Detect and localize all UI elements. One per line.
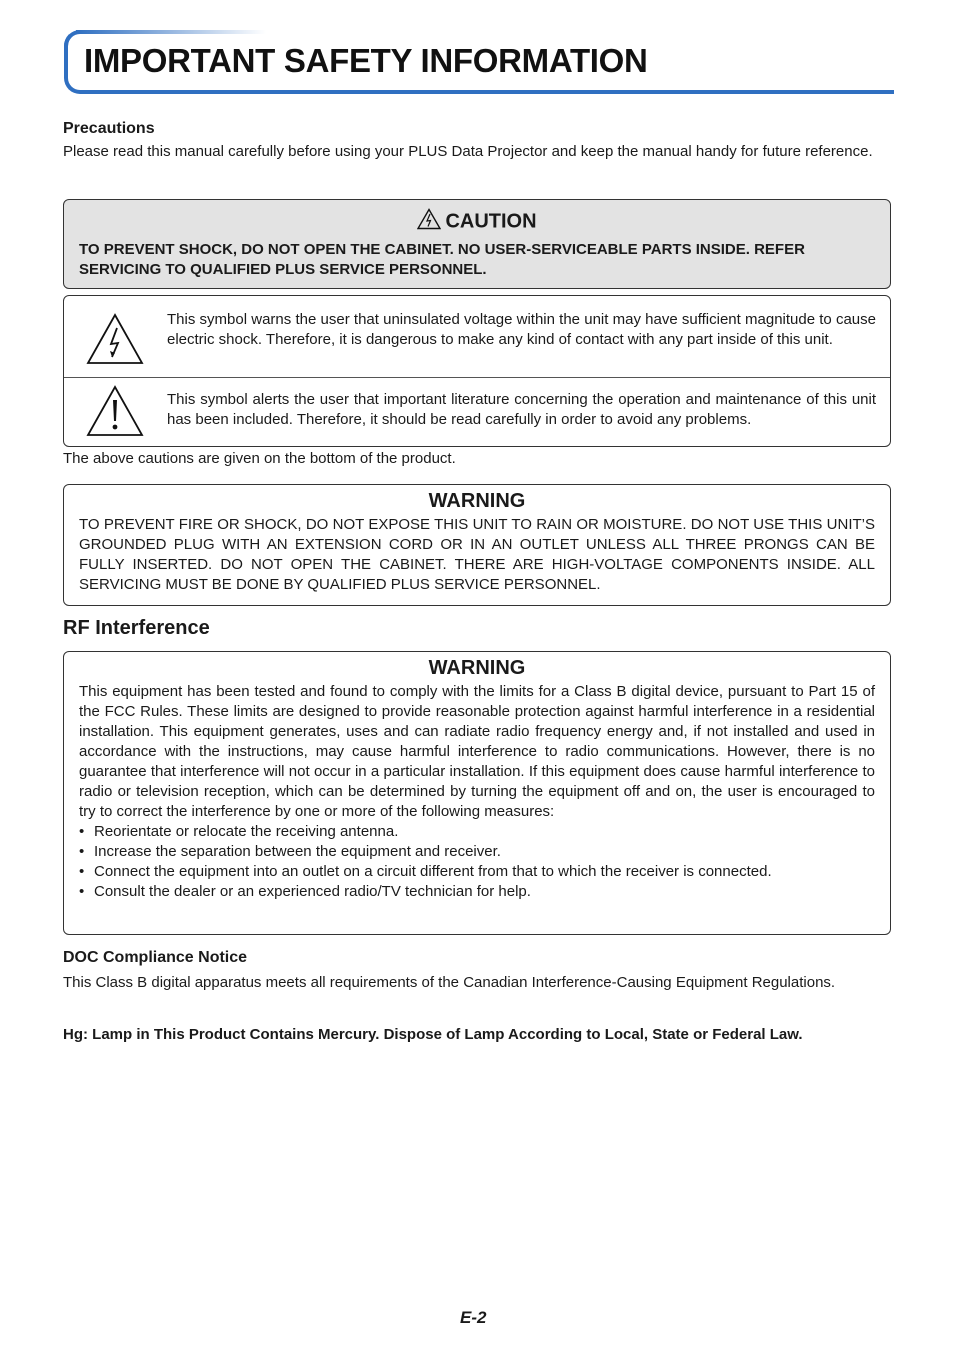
precautions-heading: Precautions bbox=[63, 120, 155, 137]
warning-heading: WARNING bbox=[428, 657, 526, 679]
doc-compliance-heading: DOC Compliance Notice bbox=[63, 949, 248, 966]
exclamation-warning-icon bbox=[86, 385, 144, 442]
precautions-text: Please read this manual carefully before using your PLUS Data Projector and keep the manual handy for future reference. bbox=[63, 143, 873, 160]
list-item: • Consult the dealer or an experienced radio/TV technician for help. bbox=[79, 882, 875, 902]
measures-list bbox=[79, 822, 875, 902]
rf-warning-box bbox=[63, 651, 891, 935]
rf-interference-heading: RF Interference bbox=[63, 617, 210, 639]
page-number: E-2 bbox=[460, 1308, 487, 1327]
cautions-note: The above cautions are given on the bottom of the product. bbox=[63, 450, 456, 467]
symbol-text: This symbol warns the user that uninsulated voltage within the unit may have sufficient magnitude to cause electric shock. Therefore, it is dangerous to make any kind of contact with any part inside of this unit. bbox=[167, 311, 876, 348]
warning-box bbox=[63, 484, 891, 606]
doc-compliance-text: This Class B digital apparatus meets all requirements of the Canadian Interference-Causing Equipment Regulations. bbox=[63, 974, 836, 991]
warning-text: TO PREVENT FIRE OR SHOCK, DO NOT EXPOSE THIS UNIT TO RAIN OR MOISTURE. DO NOT USE THIS UNIT’S GROUNDED PLUG WITH AN EXTENSION CORD OR IN AN OUTLET UNLESS ALL THREE PRONGS CAN BE FULLY INSERTED. DO NOT OPEN THE CABINET. THERE ARE HIGH-VOLTAGE COMPONENTS INSIDE. ALL SERVICING MUST BE DONE BY QUALIFIED PLUS SERVICE PERSONNEL. bbox=[79, 516, 875, 593]
caution-heading-row bbox=[64, 208, 890, 236]
list-item: • Increase the separation between the equipment and receiver. bbox=[79, 842, 875, 862]
page-title: IMPORTANT SAFETY INFORMATION bbox=[84, 42, 648, 79]
warning-heading: WARNING bbox=[428, 490, 526, 512]
symbols-box bbox=[63, 295, 891, 447]
symbol-row bbox=[64, 378, 890, 446]
rf-warning-text: This equipment has been tested and found to comply with the limits for a Class B digital device, pursuant to Part 15 of the FCC Rules. These limits are designed to provide reasonable protection against harmful interference in a residential installation. This equipment generates, uses and can radiate radio frequency energy and, if not installed and used in accordance with the instructions, may cause harmful interference to radio communications. However, there is no guarantee that interference will not occur in a particular installation. If this equipment does cause harmful interference to radio or television reception, which can be determined by turning the equipment off and on, the user is encouraged to try to correct the interference by one or more of the following measures: bbox=[79, 683, 875, 820]
symbol-text: This symbol alerts the user that important literature concerning the operation and maintenance of this unit has been included. Therefore, it should be read carefully in order to avoid any problems. bbox=[167, 391, 876, 428]
caution-box bbox=[63, 199, 891, 289]
lightning-warning-icon bbox=[86, 313, 144, 370]
symbol-row bbox=[64, 296, 890, 378]
caution-text: TO PREVENT SHOCK, DO NOT OPEN THE CABINET. NO USER-SERVICEABLE PARTS INSIDE. REFER SERVICING TO QUALIFIED PLUS SERVICE PERSONNEL. bbox=[79, 241, 805, 278]
list-item: • Connect the equipment into an outlet on a circuit different from that to which the receiver is connected. bbox=[79, 862, 875, 882]
list-item: • Reorientate or relocate the receiving antenna. bbox=[79, 822, 875, 842]
mercury-notice: Hg: Lamp in This Product Contains Mercury. Dispose of Lamp According to Local, State or Federal Law. bbox=[63, 1026, 803, 1043]
caution-heading: CAUTION bbox=[445, 210, 537, 233]
lightning-warning-icon bbox=[417, 208, 441, 236]
